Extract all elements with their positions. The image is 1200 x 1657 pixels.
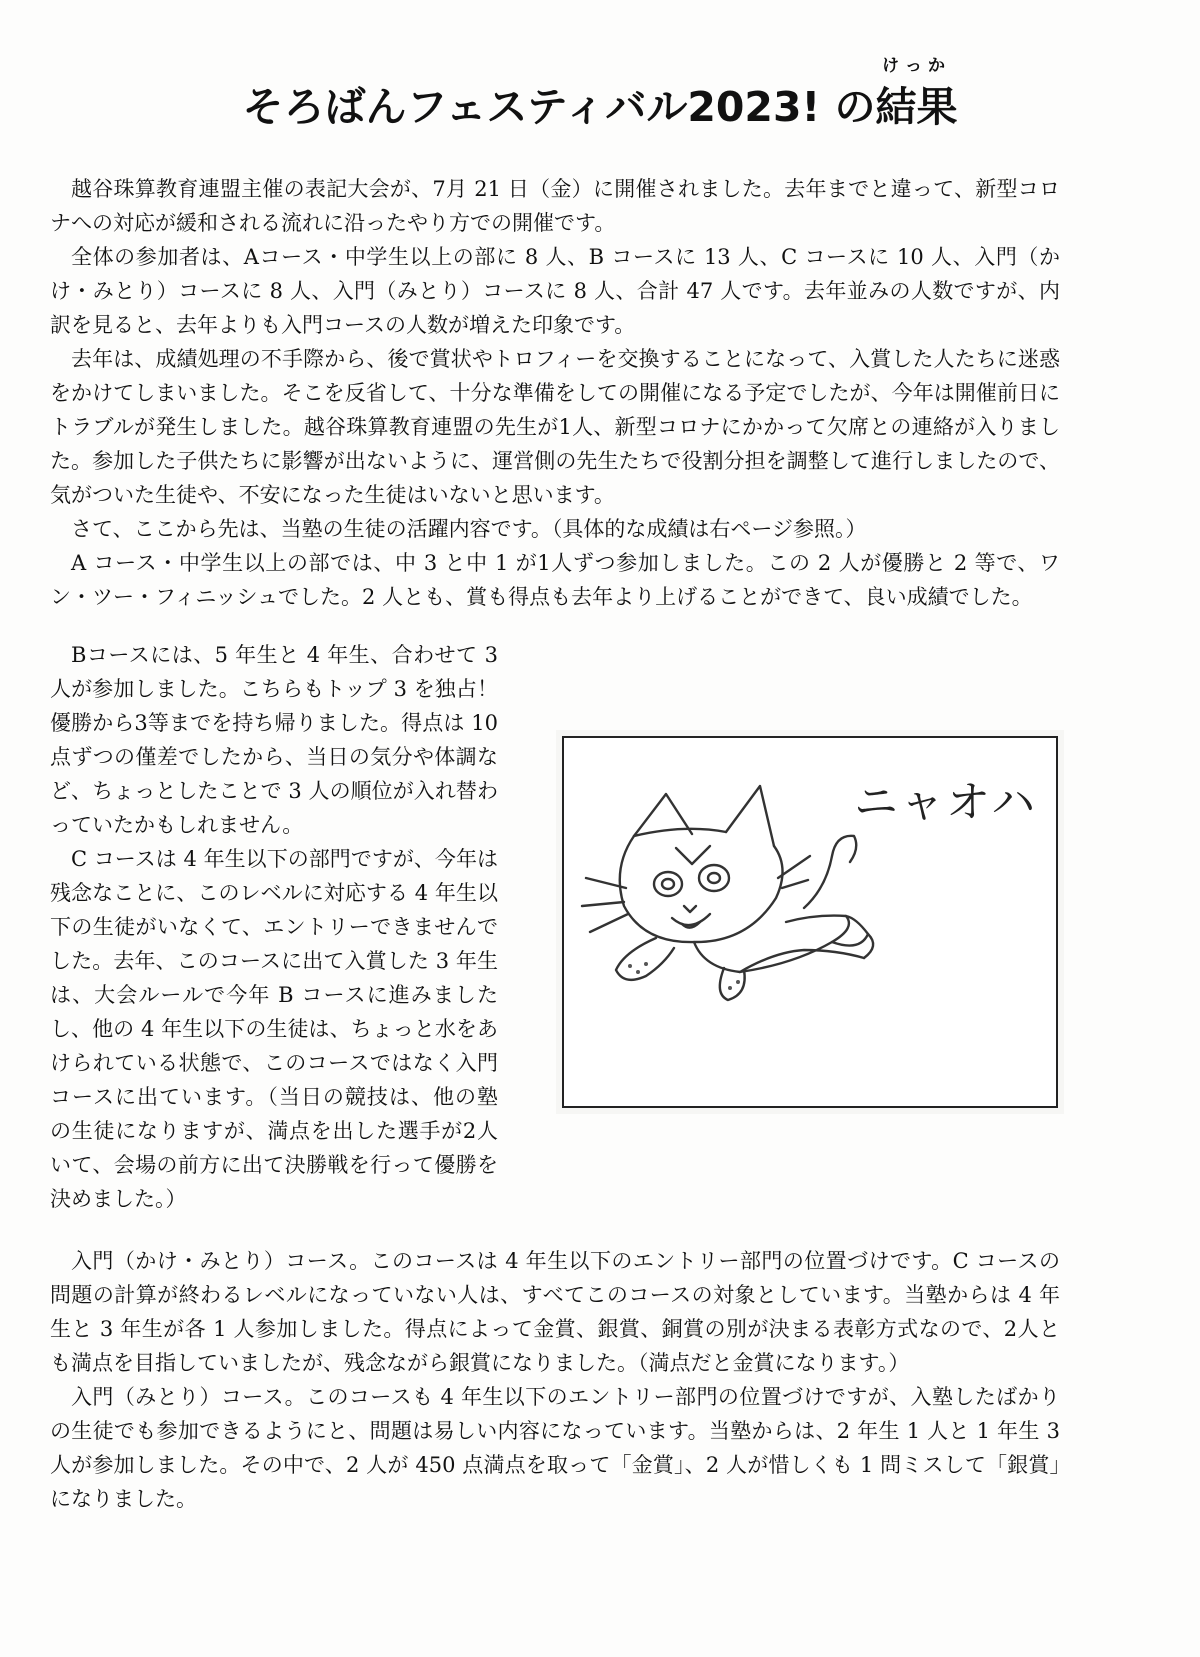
article-top [50, 172, 1060, 614]
paragraph-intro-mitori: 入門（みとり）コース。このコースも 4 年生以下のエントリー部門の位置づけですが、入塾したばかりの生徒でも参加できるようにと、問題は易しい内容になっています。当塾からは、2 年生 1 人と 1 年生 3 人が参加しました。その中で、2 人が 450 点満点を取って「金賞」、2 人が惜しくも 1 問ミスして「銀賞」になりました。 [50, 1385, 1060, 1511]
paragraph-intro-kake-mitori: 入門（かけ・みとり）コース。このコースは 4 年生以下のエントリー部門の位置づけです。C コースの問題の計算が終わるレベルになっていない人は、すべてこのコースの対象としています。当塾からは 4 年生と 3 年生が各 1 人参加しました。得点によって金賞、銀賞、銅賞の別が決まる表彰方式なので、2人とも満点を目指していましたが、残念ながら銀賞になりました。（満点だと金賞になります。） [50, 1249, 1060, 1375]
article-bottom [50, 1244, 1060, 1516]
title-main: そろばんフェスティバル2023! の [242, 83, 876, 131]
page-title [0, 56, 1200, 132]
paragraph-course-b: Bコースには、5 年生と 4 年生、合わせて 3 人が参加しました。こちらもトップ 3 を独占！優勝から3等までを持ち帰りました。得点は 10 点ずつの僅差でしたから、当日の気分や体調など、ちょっとしたことで 3 人の順位が入れ替わっていたかもしれません。 [50, 643, 498, 837]
paragraph-course-a: A コース・中学生以上の部では、中 3 と中 1 が1人ずつ参加しました。この 2 人が優勝と 2 等で、ワン・ツー・フィニッシュでした。2 人とも、賞も得点も去年より上げることができて、良い成績でした。 [50, 551, 1060, 609]
paragraph-participants: 全体の参加者は、Aコース・中学生以上の部に 8 人、B コースに 13 人、C コースに 10 人、入門（かけ・みとり）コースに 8 人、入門（みとり）コースに 8 人、合計 47 人です。去年並みの人数ですが、内訳を見ると、去年よりも入門コースの人数が増えた印象です。 [50, 245, 1060, 337]
title-ruby: けっか [881, 56, 951, 76]
article-left-column [50, 638, 498, 1216]
paragraph-intro: 越谷珠算教育連盟主催の表記大会が、7月 21 日（金）に開催されました。去年までと違って、新型コロナへの対応が緩和される流れに沿ったやり方での開催です。 [50, 177, 1060, 235]
paragraph-transition: さて、ここから先は、当塾の生徒の活躍内容です。（具体的な成績は右ページ参照。） [71, 517, 867, 541]
title-kanji-with-ruby [875, 56, 958, 132]
paragraph-course-c: C コースは 4 年生以下の部門ですが、今年は残念なことに、このレベルに対応する 4 年生以下の生徒がいなくて、エントリーできませんでした。去年、このコースに出て入賞した 3 年生は、大会ルールで今年 B コースに進みましたし、他の 4 年生以下の生徒は、ちょっと水をあけられている状態で、このコースではなく入門コースに出ています。（当日の競技は、他の塾の生徒になりますが、満点を出した選手が2人いて、会場の前方に出て決勝戦を行って優勝を決めました。） [50, 847, 498, 1211]
figure-caption: ニャオハ [854, 777, 1038, 828]
title-kanji: 結果 [875, 83, 958, 131]
cat-drawing-figure [562, 736, 1058, 1108]
paragraph-last-year: 去年は、成績処理の不手際から、後で賞状やトロフィーを交換することになって、入賞した人たちに迷惑をかけてしまいました。そこを反省して、十分な準備をしての開催になる予定でしたが、今年は開催前日にトラブルが発生しました。越谷珠算教育連盟の先生が1人、新型コロナにかかって欠席との連絡が入りました。参加した子供たちに影響が出ないように、運営側の先生たちで役割分担を調整して進行しましたので、気がついた生徒や、不安になった生徒はいないと思います。 [50, 347, 1060, 507]
